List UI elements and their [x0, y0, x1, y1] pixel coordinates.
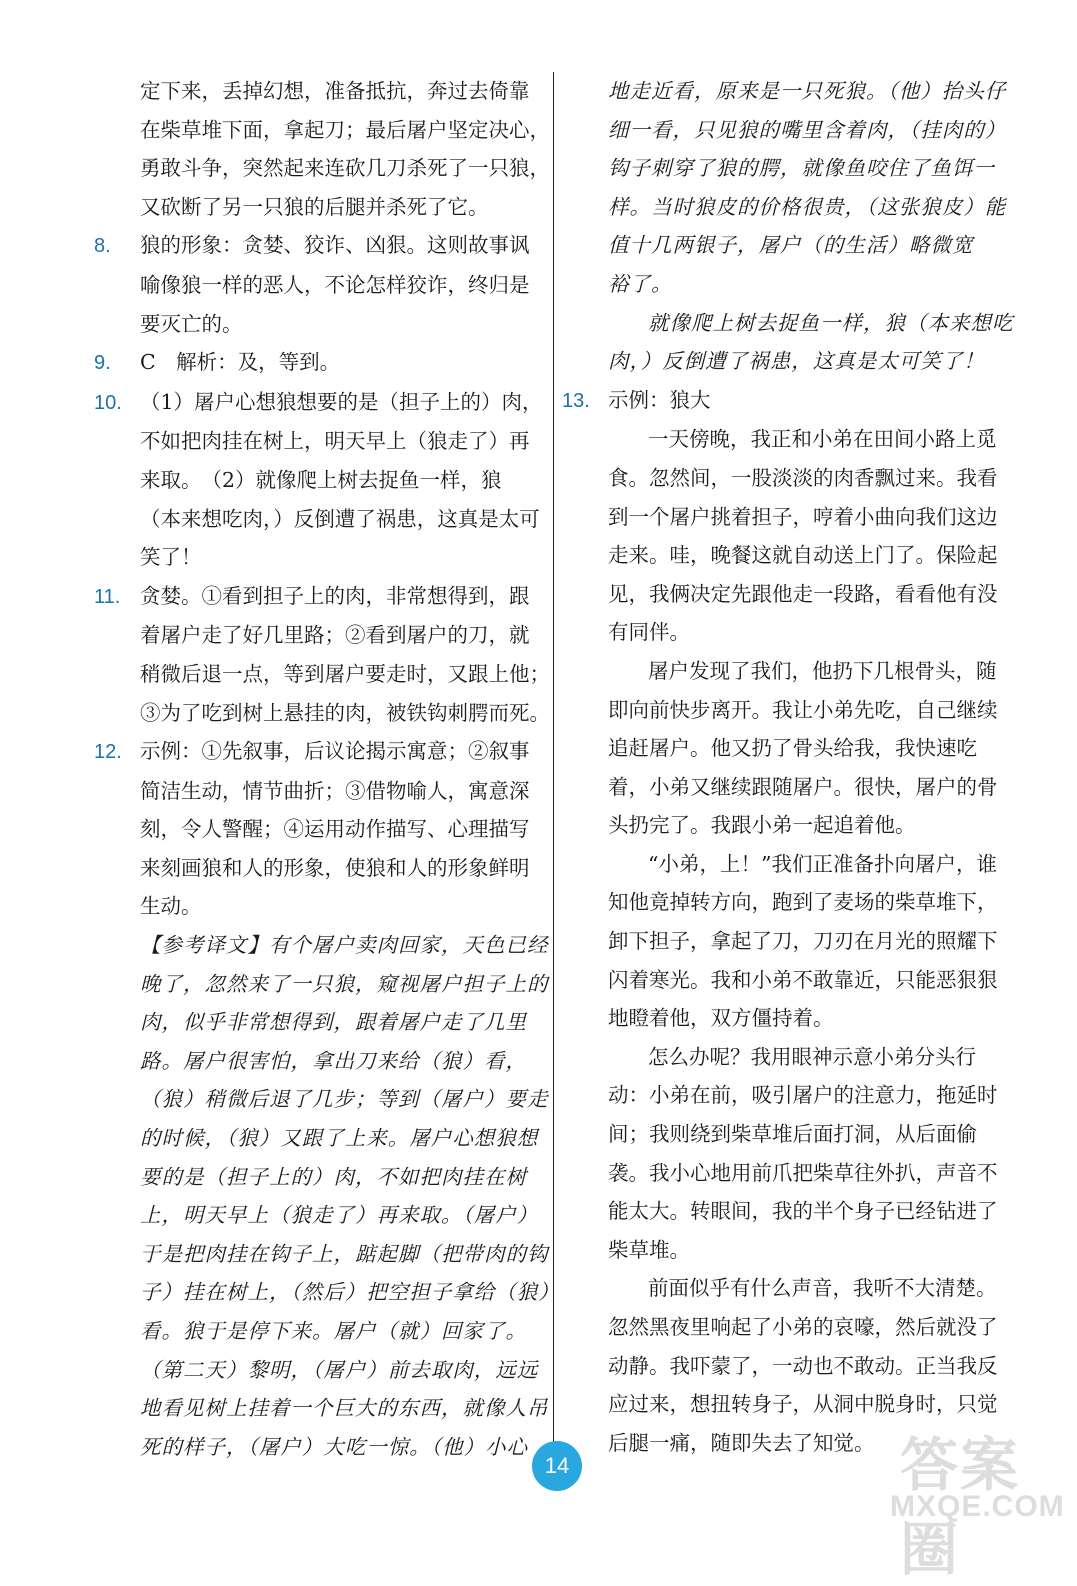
- essay-paragraph: 屠户发现了我们，他扔下几根骨头，随 即向前快步离开。我让小弟先吃，自己继续 追赶屠户。他又扔了骨头给我，我快速吃 着，小弟又继续跟随屠户。很快，屠户的骨 头扔完了。我跟小弟一起追着他。: [608, 658, 998, 838]
- watermark-url: MXQE.COM: [890, 1490, 1065, 1523]
- question-number: 13.: [562, 389, 590, 412]
- column-divider: [553, 72, 554, 1447]
- answer-10: 10. （1）屠户心想狼想要的是（担子上的）肉， 不如把肉挂在树上，明天早上（狼走了）再 来取。 （2）就像爬上树去捉鱼一样，狼 （本来想吃肉，）反倒遭了祸患，这真是太可 笑了！: [94, 383, 544, 577]
- answer-12: 12. 示例：①先叙事，后议论揭示寓意；②叙事 简洁生动，情节曲折；③借物喻人，寓意深 刻，令人警醒；④运用动作描写、心理描写 来刻画狼和人的形象，使狼和人的形象鲜明 生动。: [94, 732, 544, 926]
- answer-7-continuation: 定下来，丢掉幻想，准备抵抗，奔过去倚靠 在柴草堆下面，拿起刀；最后屠户坚定决心， 勇敢斗争，突然起来连砍几刀杀死了一只狼， 又砍断了另一只狼的后腿并杀死了它。: [140, 79, 550, 219]
- essay-paragraph: 前面似乎有什么声音，我听不大清楚。 忽然黑夜里响起了小弟的哀嚎，然后就没了 动静。我吓蒙了，一动也不敢动。正当我反 应过来，想扭转身子，从洞中脱身时，只觉 后腿一痛，随即失去了知觉。: [608, 1276, 998, 1455]
- page-number: 14: [532, 1441, 582, 1491]
- essay-paragraph: 怎么办呢？我用眼神示意小弟分头行 动：小弟在前，吸引屠户的注意力，拖延时 间；我则绕到柴草堆后面打洞，从后面偷 袭。我小心地用前爪把柴草往外扒，声音不 能太大。转眼间，我的半个身子已经钻进了 柴草堆。: [608, 1044, 998, 1262]
- left-column: [94, 72, 560, 1466]
- question-number: 11.: [94, 585, 121, 608]
- essay-title: 示例：狼大: [608, 387, 711, 412]
- question-number: 10.: [94, 391, 122, 414]
- answer-9: 9. C 解析：及，等到。: [94, 343, 544, 383]
- translation-paragraph-2: 就像爬上树去捉鱼一样，狼（本来想吃 肉，）反倒遭了祸患，这真是太可笑了！: [608, 310, 1014, 374]
- essay-paragraph: 一天傍晚，我正和小弟在田间小路上觅 食。忽然间，一股淡淡的肉香飘过来。我看 到一个屠户挑着担子，哼着小曲向我们这边 走来。哇，晚餐这就自动送上门了。保险起 见，我俩决定先跟他走一段路，看看他有没 有同伴。: [608, 427, 998, 645]
- question-number: 12.: [94, 741, 122, 764]
- question-number: 8.: [94, 235, 111, 258]
- answer-11: 11. 贪婪。①看到担子上的肉，非常想得到，跟 着屠户走了好几里路；②看到屠户的刀，就 稍微后退一点，等到屠户要走时，又跟上他； ③为了吃到树上悬挂的肉，被铁钩刺腭而死。: [94, 577, 544, 732]
- watermark-logo: [880, 1418, 1070, 1582]
- answer-8: 8. 狼的形象：贪婪、狡诈、凶狠。这则故事讽 喻像狼一样的恶人，不论怎样狡诈，终归是 要灭亡的。: [94, 226, 544, 343]
- reference-translation: 【参考译文】有个屠户卖肉回家，天色已经 晚了，忽然来了一只狼，窥视屠户担子上的 肉，似乎非常想得到，跟着屠户走了几里 路。屠户很害怕，拿出刀来给（狼）看， （狼）稍微后退了几步；等到（屠户）要走 的时候，（狼）又跟了上来。屠户心想狼想 要的是（担子上的）肉，不如把肉挂在树 上，明天早上（狼走了）再来取。（屠户） 于是把肉挂在钩子上，踮起脚（把带肉的钩 子）挂在树上，（然后）把空担子拿给（狼） 看。狼于是停下来。屠户（就）回家了。 （第二天）黎明，（屠户）前去取肉，远远 地看见树上挂着一个巨大的东西，就像人吊 死的样子，（屠户）大吃一惊。（他）小心: [140, 933, 560, 1459]
- answer-13: [562, 381, 1010, 1463]
- question-number: 9.: [94, 352, 111, 375]
- translation-continuation: 地走近看，原来是一只死狼。（他）抬头仔 细一看，只见狼的嘴里含着肉，（挂肉的） 钩子刺穿了狼的腭，就像鱼咬住了鱼饵一 样。当时狼皮的价格很贵，（这张狼皮）能 值十几两银子，屠户（的生活）略微宽 裕了。: [608, 79, 1007, 296]
- right-column: [562, 72, 1014, 1462]
- essay-paragraph: “小弟，上！”我们正准备扑向屠户，谁 知他竟掉转方向，跑到了麦场的柴草堆下， 卸下担子，拿起了刀，刀刃在月光的照耀下 闪着寒光。我和小弟不敢靠近，只能恶狠狠 地瞪着他，双方僵持着。: [608, 851, 998, 1031]
- watermark-mark: 答案圈: [900, 1433, 1021, 1582]
